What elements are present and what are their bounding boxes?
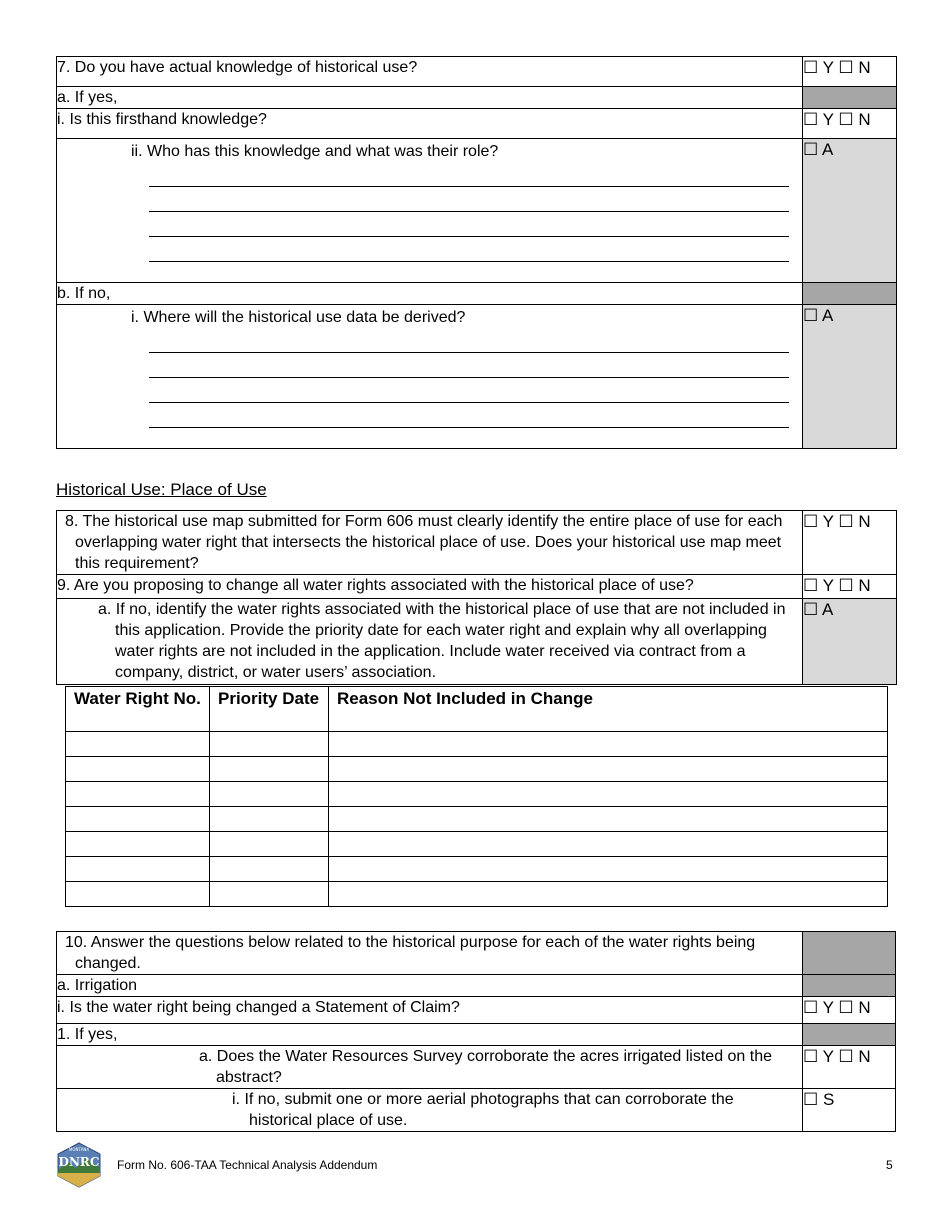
- answer-line[interactable]: [149, 212, 789, 237]
- priority-date-cell[interactable]: [210, 857, 329, 882]
- answer-line[interactable]: [149, 328, 789, 353]
- q7-a-ii-question: ii. Who has this knowledge and what was their role?: [131, 143, 499, 160]
- section-heading: Historical Use: Place of Use: [56, 480, 267, 499]
- q10-a-i-1-a-question: a. Does the Water Resources Survey corroborate the acres irrigated listed on the abstract?: [57, 1046, 803, 1089]
- reason-cell[interactable]: [329, 857, 888, 882]
- q7-b-shaded-cell: [803, 283, 897, 305]
- q7-a-ii-cell: [57, 139, 803, 283]
- q10-a-i-1-a-yes-no-checkbox[interactable]: ☐ Y ☐ N: [803, 1046, 896, 1089]
- table-row: [66, 757, 888, 782]
- answer-line[interactable]: [149, 403, 789, 428]
- water-rights-table: [65, 686, 888, 907]
- priority-date-cell[interactable]: [210, 832, 329, 857]
- q10-table: [56, 931, 896, 1132]
- answer-line[interactable]: [149, 378, 789, 403]
- priority-date-cell[interactable]: [210, 782, 329, 807]
- priority-date-cell[interactable]: [210, 807, 329, 832]
- reason-cell[interactable]: [329, 882, 888, 907]
- q7-b-label: b. If no,: [57, 283, 803, 305]
- q10-question: 10. Answer the questions below related to the historical purpose for each of the water rights being changed.: [57, 932, 803, 975]
- answer-line[interactable]: [149, 353, 789, 378]
- water-right-cell[interactable]: [66, 757, 210, 782]
- reason-cell[interactable]: [329, 782, 888, 807]
- table-row: [66, 832, 888, 857]
- q7-b-i-question: i. Where will the historical use data be derived?: [131, 309, 466, 326]
- q7-yes-no-checkbox[interactable]: ☐ Y ☐ N: [803, 57, 897, 87]
- header-priority-date: Priority Date: [210, 687, 329, 732]
- page-number: 5: [886, 1158, 893, 1172]
- q7-b-i-cell: [57, 305, 803, 449]
- q7-a-i-yes-no-checkbox[interactable]: ☐ Y ☐ N: [803, 109, 897, 139]
- answer-line[interactable]: [149, 237, 789, 262]
- q7-b-i-answer-checkbox[interactable]: ☐ A: [803, 305, 897, 449]
- q7-question: 7. Do you have actual knowledge of historical use?: [57, 57, 803, 87]
- table-row: [66, 807, 888, 832]
- footer-form-name: Form No. 606-TAA Technical Analysis Addendum: [117, 1158, 378, 1172]
- q10-a-i-1-a-i-submit-checkbox[interactable]: ☐ S: [803, 1089, 896, 1132]
- q7-a-label: a. If yes,: [57, 87, 803, 109]
- priority-date-cell[interactable]: [210, 757, 329, 782]
- reason-cell[interactable]: [329, 732, 888, 757]
- q9-a-question: a. If no, identify the water rights associated with the historical place of use that are not included in this application. Provide the priority date for each water right and explain why all overlapping water rights are not included in the application. Include water received via contract from a company, district, or water users’ association.: [57, 599, 803, 685]
- reason-cell[interactable]: [329, 832, 888, 857]
- reason-cell[interactable]: [329, 757, 888, 782]
- q9-yes-no-checkbox[interactable]: ☐ Y ☐ N: [803, 575, 897, 599]
- q8-question: 8. The historical use map submitted for Form 606 must clearly identify the entire place of use for each overlapping water right that intersects the historical place of use. Does your historical use map meet this requirement?: [57, 511, 803, 575]
- header-reason: Reason Not Included in Change: [329, 687, 888, 732]
- q10-a-i-1-label: 1. If yes,: [57, 1024, 803, 1046]
- table-row: [66, 782, 888, 807]
- header-water-right-no: Water Right No.: [66, 687, 210, 732]
- q10-a-i-1-shaded-cell: [803, 1024, 896, 1046]
- water-right-cell[interactable]: [66, 807, 210, 832]
- q10-a-i-yes-no-checkbox[interactable]: ☐ Y ☐ N: [803, 997, 896, 1024]
- water-right-cell[interactable]: [66, 882, 210, 907]
- table-row: [66, 732, 888, 757]
- q10-a-label: a. Irrigation: [57, 975, 803, 997]
- water-right-cell[interactable]: [66, 732, 210, 757]
- q9-a-answer-checkbox[interactable]: ☐ A: [803, 599, 897, 685]
- q7-a-shaded-cell: [803, 87, 897, 109]
- q10-a-i-question: i. Is the water right being changed a Statement of Claim?: [57, 997, 803, 1024]
- priority-date-cell[interactable]: [210, 732, 329, 757]
- q8-yes-no-checkbox[interactable]: ☐ Y ☐ N: [803, 511, 897, 575]
- water-right-cell[interactable]: [66, 857, 210, 882]
- logo-top-text: MONTANA: [68, 1147, 90, 1152]
- logo-text: DNRC: [58, 1155, 100, 1169]
- priority-date-cell[interactable]: [210, 882, 329, 907]
- q7-table: [56, 56, 897, 449]
- q9-question: 9. Are you proposing to change all water rights associated with the historical place of use?: [57, 575, 803, 599]
- q10-a-shaded-cell: [803, 975, 896, 997]
- table-row: [66, 882, 888, 907]
- q7-a-ii-answer-checkbox[interactable]: ☐ A: [803, 139, 897, 283]
- table-row: [66, 857, 888, 882]
- q8-q9-table: [56, 510, 897, 685]
- q10-a-i-1-a-i-question: i. If no, submit one or more aerial photographs that can corroborate the historical place of use.: [57, 1089, 803, 1132]
- water-right-cell[interactable]: [66, 782, 210, 807]
- dnrc-logo: [56, 1142, 102, 1188]
- water-right-cell[interactable]: [66, 832, 210, 857]
- answer-line[interactable]: [149, 187, 789, 212]
- reason-cell[interactable]: [329, 807, 888, 832]
- q10-shaded-cell: [803, 932, 896, 975]
- answer-line[interactable]: [149, 162, 789, 187]
- q7-a-i-question: i. Is this firsthand knowledge?: [57, 109, 803, 139]
